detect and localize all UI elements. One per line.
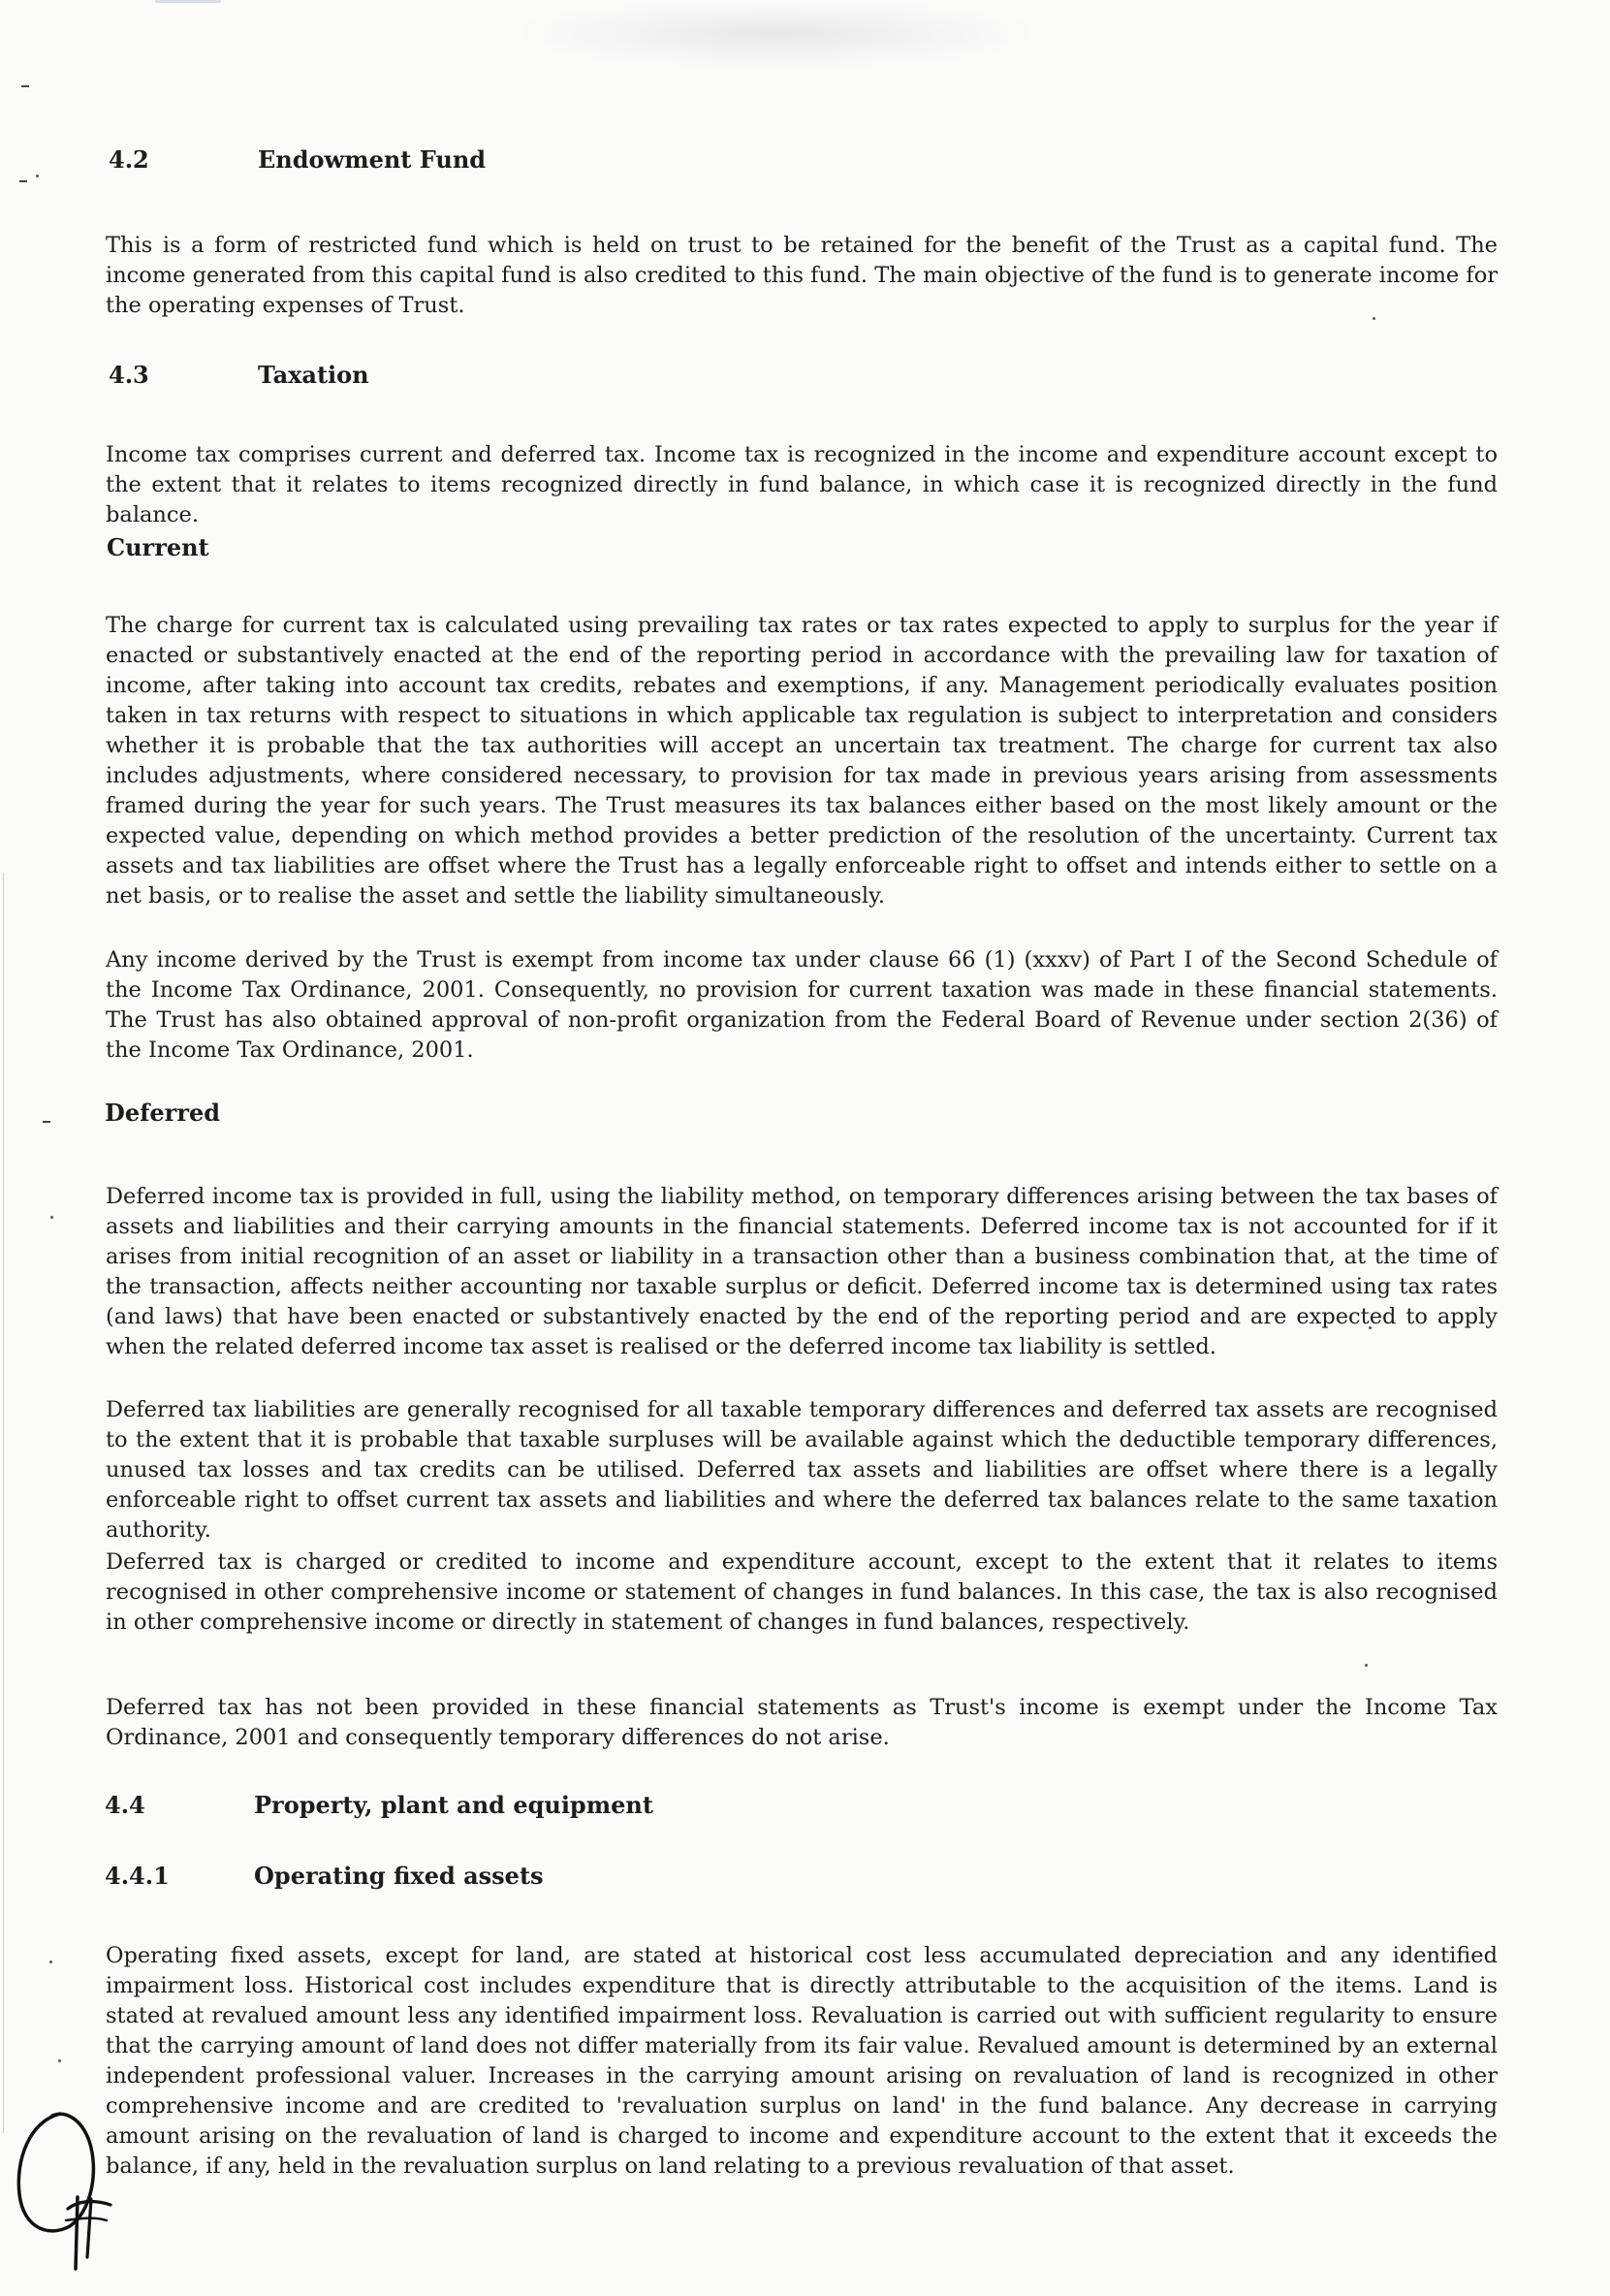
section-number: 4.2 [109, 145, 149, 174]
section-title: Taxation [258, 361, 369, 389]
scan-artifact-bleedthrough [523, 0, 1027, 68]
scan-artifact-left-edge [3, 873, 4, 2133]
scan-mark [21, 85, 29, 87]
section-heading-4-4 [105, 1791, 653, 1820]
section-heading-4-2 [109, 145, 486, 175]
paragraph-deferred-4: Deferred tax has not been provided in these financial statements as Trust's income is exempt under the Income Tax Ordinance, 2001 and consequently temporary differences do not arise. [106, 1695, 1498, 1750]
scan-mark [19, 180, 27, 182]
section-title: Property, plant and equipment [254, 1791, 653, 1819]
scan-artifact-top-bar [155, 0, 221, 3]
scan-mark [49, 1961, 52, 1963]
paragraph-deferred-3: Deferred tax is charged or credited to income and expenditure account, except to the extent that it relates to items recognised in other comprehensive income or statement of changes in fund balances. In this case, the tax is also recognised in other comprehensive income or directly in statement of changes in fund balances, respectively. [106, 1549, 1498, 1635]
paragraph-taxation-intro: Income tax comprises current and deferred tax. Income tax is recognized in the income and expenditure account except to the extent that it relates to items recognized directly in fund balance, in which case it is recognized directly in the fund balance. [106, 442, 1498, 527]
section-number: 4.4.1 [105, 1862, 170, 1890]
section-title: Operating fixed assets [254, 1862, 544, 1890]
scan-mark [1365, 1664, 1368, 1667]
scan-mark [36, 175, 39, 177]
subheading-deferred: Deferred [105, 1099, 221, 1127]
scan-mark [43, 1121, 50, 1123]
paragraph-operating-fixed-assets: Operating fixed assets, except for land, are stated at historical cost less accumulated depreciation and any identified impairment loss. Historical cost includes expenditure that is directly attributable to the acquisition of the items. Land is stated at revalued amount less any identified impairment loss. Revaluation is carried out with sufficient regularity to ensure that the carrying amount of land does not differ materially from its fair value. Revalued amount is determined by an external independent professional valuer. Increases in the carrying amount arising on revaluation of land is recognized in other comprehensive income and are credited to 'revaluation surplus on land' in the fund balance. Any decrease in carrying amount arising on the revaluation of land is charged to income and expenditure account to the extent that it exceeds the balance, if any, held in the revaluation surplus on land relating to a previous revaluation of that asset. [106, 1943, 1498, 2179]
section-number: 4.4 [105, 1791, 145, 1819]
paragraph-deferred-1: Deferred income tax is provided in full, using the liability method, on temporary differences arising between the tax bases of assets and liabilities and their carrying amounts in the financial statements. Deferred income tax is not accounted for if it arises from initial recognition of an asset or liability in a transaction other than a business combination that, at the time of the transaction, affects neither accounting nor taxable surplus or deficit. Deferred income tax is determined using tax rates (and laws) that have been enacted or substantively enacted by the end of the reporting period and are expected to apply when the related deferred income tax asset is realised or the deferred income tax liability is settled. [106, 1184, 1498, 1359]
scan-mark [50, 1216, 53, 1219]
section-heading-4-3 [109, 361, 369, 390]
section-heading-4-4-1 [105, 1862, 544, 1891]
handwritten-initials [10, 2092, 126, 2277]
subheading-current: Current [107, 533, 209, 561]
paragraph-current-2: Any income derived by the Trust is exempt from income tax under clause 66 (1) (xxxv) of Part I of the Second Schedule of the Income Tax Ordinance, 2001. Consequently, no provision for current taxation was made in these financial statements. The Trust has also obtained approval of non-profit organization from the Federal Board of Revenue under section 2(36) of the Income Tax Ordinance, 2001. [106, 947, 1498, 1063]
scan-mark [58, 2059, 61, 2062]
section-title: Endowment Fund [258, 145, 487, 174]
paragraph-current-1: The charge for current tax is calculated using prevailing tax rates or tax rates expected to apply to surplus for the year if enacted or substantively enacted at the end of the reporting period in accordance with the prevailing law for taxation of income, after taking into account tax credits, rebates and exemptions, if any. Management periodically evaluates position taken in tax returns with respect to situations in which applicable tax regulation is subject to interpretation and considers whether it is probable that the tax authorities will accept an uncertain tax treatment. The charge for current tax also includes adjustments, where considered necessary, to provision for tax made in previous years arising from assessments framed during the year for such years. The Trust measures its tax balances either based on the most likely amount or the expected value, depending on which method provides a better prediction of the resolution of the uncertainty. Current tax assets and tax liabilities are offset where the Trust has a legally enforceable right to offset and intends either to settle on a net basis, or to realise the asset and settle the liability simultaneously. [106, 613, 1498, 909]
section-number: 4.3 [109, 361, 149, 389]
paragraph-deferred-2: Deferred tax liabilities are generally recognised for all taxable temporary differences and deferred tax assets are recognised to the extent that it is probable that taxable surpluses will be available against which the deductible temporary differences, unused tax losses and tax credits can be utilised. Deferred tax assets and liabilities are offset where there is a legally enforceable right to offset current tax assets and liabilities and where the deferred tax balances relate to the same taxation authority. [106, 1397, 1498, 1543]
paragraph-endowment: This is a form of restricted fund which is held on trust to be retained for the benefit of the Trust as a capital fund. The income generated from this capital fund is also credited to this fund. The main objective of the fund is to generate income for the operating expenses of Trust. [106, 233, 1499, 318]
